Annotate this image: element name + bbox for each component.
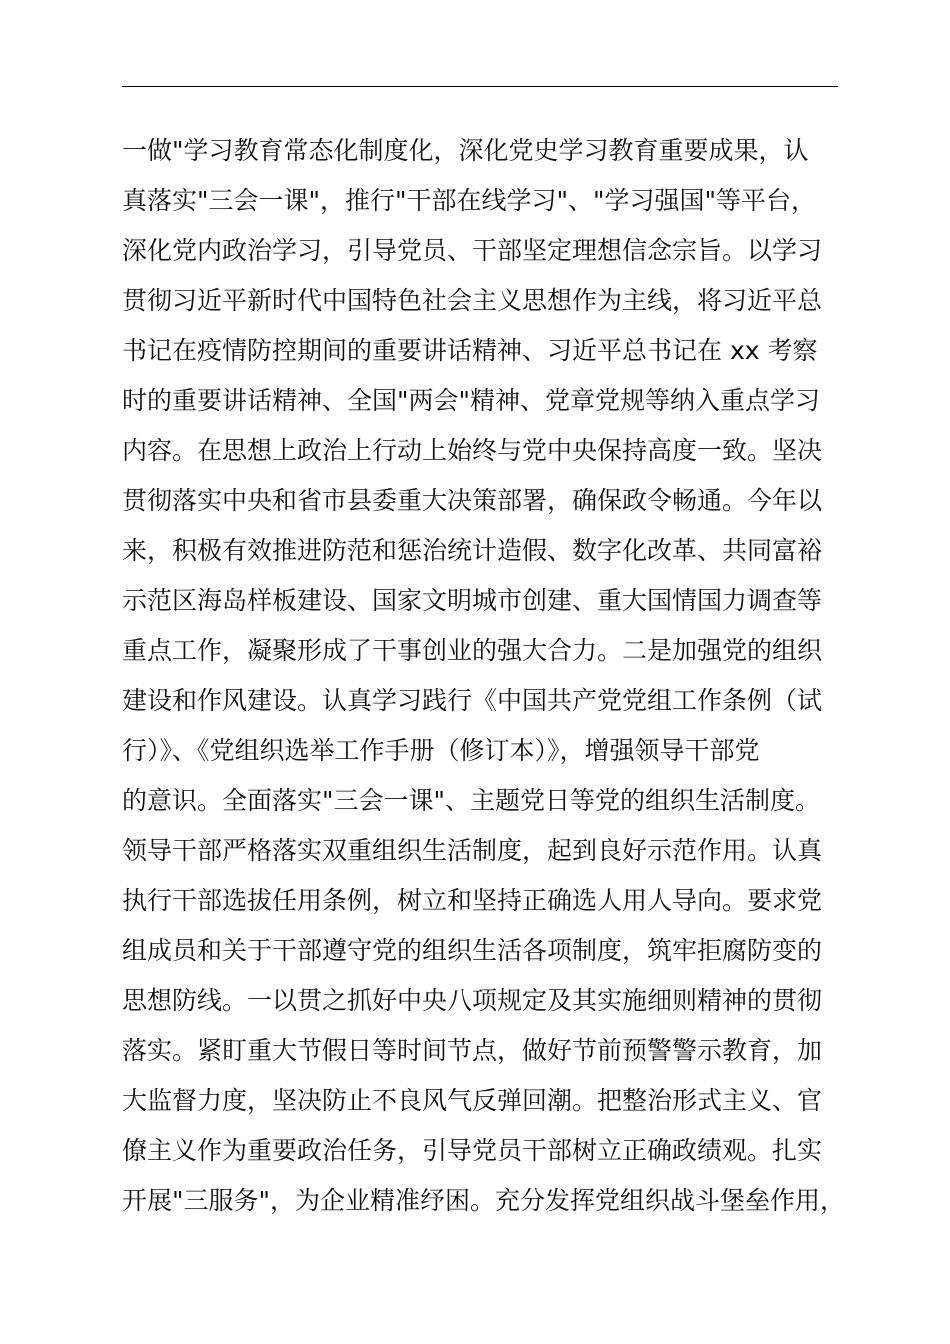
- text-line: 贯彻习近平新时代中国特色社会主义思想作为主线，将习近平总: [122, 286, 823, 315]
- text-line: 大监督力度，坚决防止不良风气反弹回潮。把整治形式主义、官: [122, 1086, 823, 1115]
- text-line: 深化党内政治学习，引导党员、干部坚定理想信念宗旨。以学习: [122, 236, 823, 265]
- text-line: 重点工作，凝聚形成了干事创业的强大合力。二是加强党的组织: [122, 636, 823, 665]
- text-line: 领导干部严格落实双重组织生活制度，起到良好示范作用。认真: [122, 836, 823, 865]
- text-line: 时的重要讲话精神、全国"两会"精神、党章党规等纳入重点学习: [122, 386, 821, 415]
- text-line: 一做"学习教育常态化制度化，深化党史学习教育重要成果，认: [122, 136, 809, 165]
- text-line: 内容。在思想上政治上行动上始终与党中央保持高度一致。坚决: [122, 436, 823, 465]
- text-line: 的意识。全面落实"三会一课"、主题党日等党的组织生活制度。: [122, 786, 821, 815]
- text-line: 来，积极有效推进防范和惩治统计造假、数字化改革、共同富裕: [122, 536, 823, 565]
- text-line: 组成员和关于干部遵守党的组织生活各项制度，筑牢拒腐防变的: [122, 936, 823, 965]
- text-line: 真落实"三会一课"，推行"干部在线学习"、"学习强国"等平台，: [122, 186, 816, 215]
- text-line: 示范区海岛样板建设、国家文明城市创建、重大国情国力调查等: [122, 586, 823, 615]
- text-line: 开展"三服务"，为企业精准纾困。充分发挥党组织战斗堡垒作用，: [122, 1186, 846, 1215]
- body-text: [122, 126, 852, 1226]
- text-line: 贯彻落实中央和省市县委重大决策部署，确保政令畅通。今年以: [122, 486, 823, 515]
- text-line: 僚主义作为重要政治任务，引导党员干部树立正确政绩观。扎实: [122, 1136, 823, 1165]
- text-line: 书记在疫情防控期间的重要讲话精神、习近平总书记在 xx 考察: [122, 336, 818, 365]
- text-line: 建设和作风建设。认真学习践行《中国共产党党组工作条例（试: [122, 686, 823, 715]
- header-rule: [122, 86, 838, 87]
- text-line: 思想防线。一以贯之抓好中央八项规定及其实施细则精神的贯彻: [122, 986, 823, 1015]
- text-line: 执行干部选拔任用条例，树立和坚持正确选人用人导向。要求党: [122, 886, 823, 915]
- text-line: 行）》、《党组织选举工作手册（修订本）》，增强领导干部党: [122, 736, 760, 765]
- text-line: 落实。紧盯重大节假日等时间节点，做好节前预警警示教育，加: [122, 1036, 823, 1065]
